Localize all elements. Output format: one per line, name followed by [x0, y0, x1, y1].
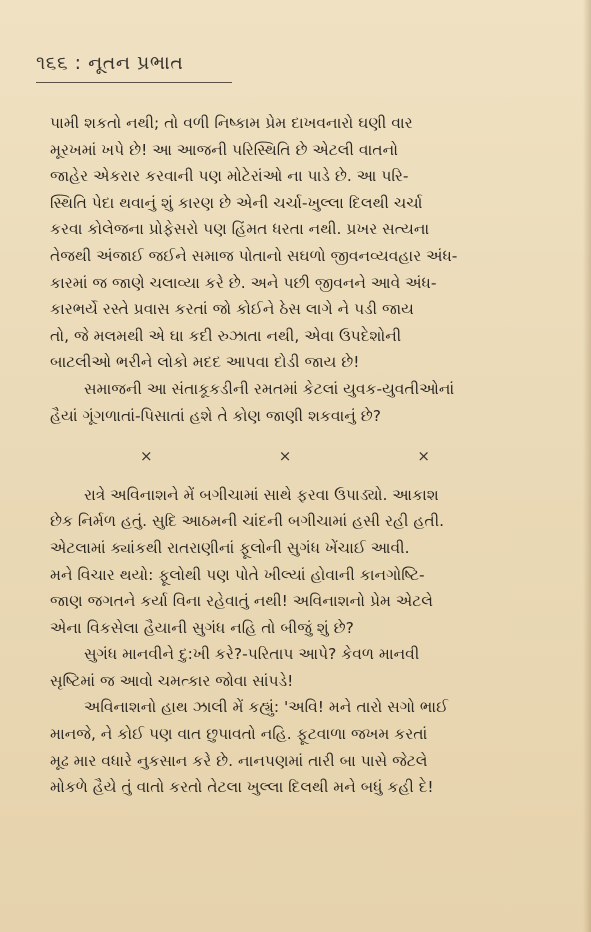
text-line: માનજે, ને કોઈ પણ વાત છુપાવતો નહિ. ફૂટવાળા જખમ કરતાં: [50, 725, 428, 744]
paragraph: [50, 376, 560, 429]
text-line: મોકળે હૈયે તું વાતો કરતો તેટલા ખુલ્લા દિલથી મને બધું કહી દે!: [50, 778, 434, 797]
text-line: જાણ જગતને કર્યા વિના રહેવાતું નથી! અવિનાશનો પ્રેમ એટલે: [50, 592, 434, 611]
body-text: [50, 110, 560, 801]
text-line: સૃષ્ટિમાં જ આવો ચમત્કાર જોવા સાંપડે!: [50, 671, 294, 690]
text-line: એટલામાં ક્યાંકથી રાતરાણીનાં ફૂલોની સુગંધ ખેંચાઈ આવી.: [50, 538, 410, 557]
text-line: કારભર્યે રસ્તે પ્રવાસ કરતાં જો કોઈને ઠેસ લાગે ને પડી જાય: [50, 300, 414, 319]
text-line: કરવા કોલેજના પ્રોફેસરો પણ હિંમત ધરતા નથી. પ્રખર સત્યના: [50, 220, 430, 239]
text-line: એના વિકસેલા હૈયાની સુગંધ નહિ તો બીજું શું છે?: [50, 618, 354, 637]
text-line: રાત્રે અવિનાશને મેં બગીચામાં સાથે ફરવા ઉપાડ્યો. આકાશ: [84, 485, 439, 504]
text-line: તો, જે મલમથી એ ઘા કદી રુઝાતા નથી, એવા ઉપદેશોની: [50, 326, 402, 345]
text-line: હૈયાં ગૂંગળાતાં-પિસાતાં હશે તે કોણ જાણી શકવાનું છે?: [50, 406, 381, 425]
text-line: અવિનાશનો હાથ ઝાલી મેં કહ્યું: 'અવિ! મને તારો સગો ભાઈ: [84, 698, 449, 717]
paragraph: [50, 641, 560, 694]
running-header: [36, 52, 183, 74]
text-line: સુગંધ માનવીને દુ:ખી કરે?-પરિતાપ આપે? કેવળ માનવી: [84, 645, 420, 664]
text-line: બાટલીઓ ભરીને લોકો મદદ આપવા દોડી જાય છે!: [50, 353, 360, 372]
text-line: મૂરખમાં ખપે છે! આ આજની પરિસ્થિતિ છે એટલી વાતનો: [50, 140, 399, 159]
paragraph: [50, 694, 560, 800]
text-line: જાહેર એકરાર કરવાની પણ મોટેરાંઓ ના પાડે છે. આ પરિ-: [50, 167, 409, 186]
text-line: સ્થિતિ પેદા થવાનું શું કારણ છે એની ચર્ચા-ખુલ્લા દિલથી ચર્ચા: [50, 193, 423, 212]
section-break-mark: ×: [278, 447, 292, 466]
paragraph: [50, 110, 560, 376]
section-break: [140, 443, 430, 470]
book-title: નૂતન પ્રભાત: [88, 52, 184, 74]
page-number: ૧૬૬: [36, 52, 69, 74]
text-line: મને વિચાર થયો: ફૂલોથી પણ પોતે ખીલ્યાં હોવાની કાનગોષ્ટિ-: [50, 565, 425, 584]
text-line: તેજથી અંજાઈ જઈને સમાજ પોતાનો સઘળો જીવનવ્યવહાર અંધ-: [50, 246, 458, 265]
section-break-mark: ×: [417, 447, 430, 466]
section-break-mark: ×: [140, 447, 153, 466]
text-line: કારમાં જ જાણે ચલાવ્યા કરે છે. અને પછી જીવનને આવે અંધ-: [50, 273, 437, 292]
text-line: પામી શકતો નથી; તો વળી નિષ્કામ પ્રેમ દાખવનારો ઘણી વાર: [50, 114, 413, 132]
header-rule: [36, 82, 232, 83]
text-line: છેક નિર્મળ હતું. સુદિ આઠમની ચાંદની બગીચામાં હસી રહી હતી.: [50, 512, 445, 531]
header-separator: :: [74, 52, 82, 74]
text-line: સમાજની આ સંતાકૂકડીની રમતમાં કેટલાં યુવક-યુવતીઓનાં: [84, 379, 455, 398]
page-edge-shadow: [583, 0, 591, 932]
text-line: મૂઢ માર વધારે નુકસાન કરે છે. નાનપણમાં તારી બા પાસે જેટલે: [50, 751, 428, 770]
paragraph: [50, 482, 560, 642]
